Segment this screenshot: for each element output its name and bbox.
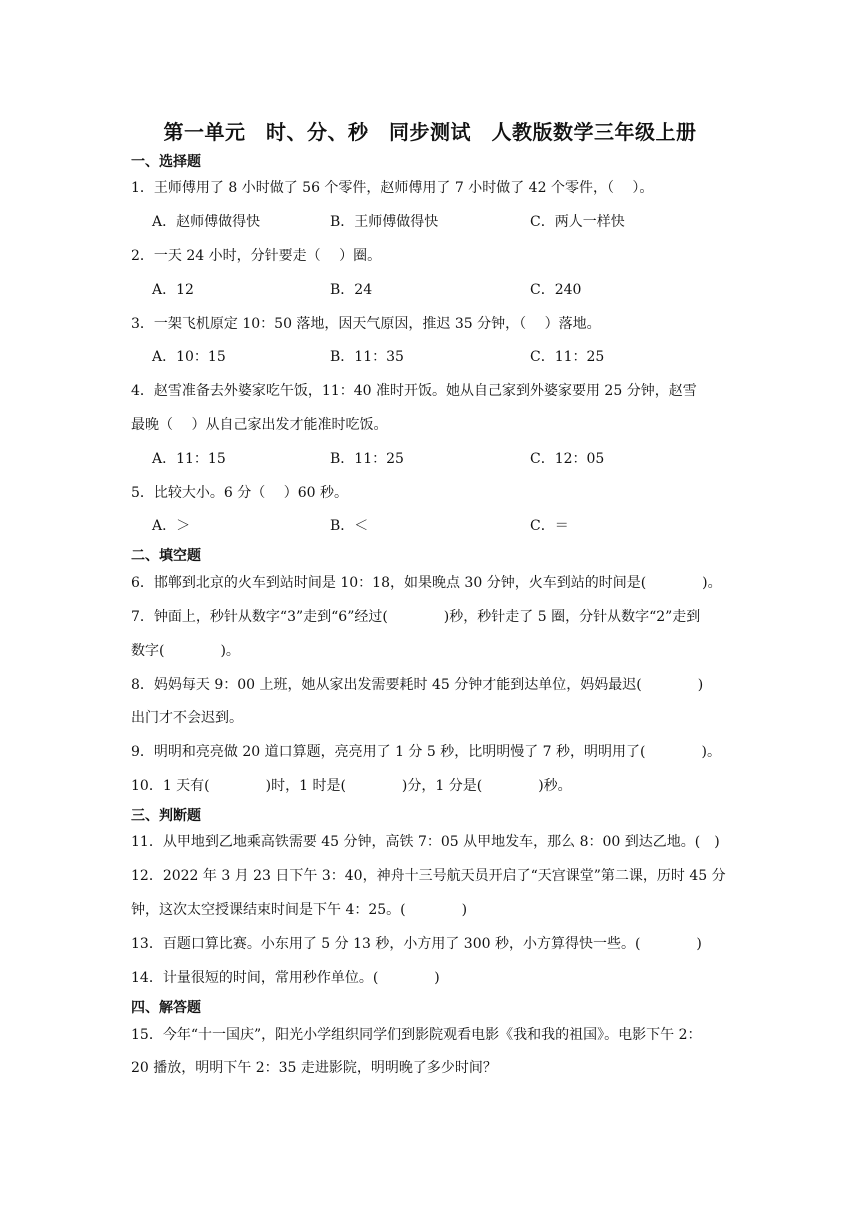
question-4-option-a: A．11：15 (152, 451, 226, 467)
question-7-line2: 数字( )。 (131, 643, 240, 659)
question-5-option-a: A．＞ (152, 518, 191, 534)
question-12-line2: 钟，这次太空授课结束时间是下午 4：25。( ) (131, 902, 468, 918)
question-4-stem-line1: 4．赵雪准备去外婆家吃午饭，11：40 准时开饭。她从自己家到外婆家要用 25 分钟，赵雪 (131, 383, 697, 399)
question-8-line1: 8．妈妈每天 9：00 上班，她从家出发需要耗时 45 分钟才能到达单位，妈妈最迟( ) (131, 677, 704, 693)
question-1-option-a: A．赵师傅做得快 (152, 214, 261, 230)
question-11: 11．从甲地到乙地乘高铁需要 45 分钟，高铁 7：05 从甲地发车，那么 8：00 到达乙地。( ) (131, 834, 720, 850)
question-1-option-c: C．两人一样快 (530, 214, 625, 230)
question-3-option-a: A．10：15 (152, 349, 226, 365)
question-2-option-a: A．12 (152, 282, 194, 298)
question-10: 10．1 天有( )时，1 时是( )分，1 分是( )秒。 (131, 778, 572, 794)
question-3-option-c: C．11：25 (530, 349, 605, 365)
question-4-option-b: B．11：25 (330, 451, 404, 467)
question-1-option-b: B．王师傅做得快 (330, 214, 439, 230)
question-2-option-b: B．24 (330, 282, 373, 298)
question-3-option-b: B．11：35 (330, 349, 404, 365)
section-heading-answer: 四、解答题 (131, 1000, 201, 1016)
question-5-stem: 5．比较大小。6 分（ ）60 秒。 (131, 485, 348, 501)
question-9: 9．明明和亮亮做 20 道口算题，亮亮用了 1 分 5 秒，比明明慢了 7 秒，明明用了( )。 (131, 744, 721, 760)
question-1-stem: 1．王师傅用了 8 小时做了 56 个零件，赵师傅用了 7 小时做了 42 个零件，（ ）。 (131, 180, 654, 196)
question-5-option-c: C．＝ (530, 518, 569, 534)
question-15-line1: 15．今年“十一国庆”，阳光小学组织同学们到影院观看电影《我和我的祖国》。电影下午 2： (131, 1027, 702, 1043)
question-12-line1: 12．2022 年 3 月 23 日下午 3：40，神舟十三号航天员开启了“天宫课堂”第二课，历时 45 分 (131, 868, 726, 884)
question-4-stem-line2: 最晚（ ）从自己家出发才能准时吃饭。 (131, 417, 388, 433)
question-7-line1: 7．钟面上，秒针从数字“3”走到“6”经过( )秒，秒针走了 5 圈，分针从数字“2”走到 (131, 609, 701, 625)
question-2-stem: 2．一天 24 小时，分针要走（ ）圈。 (131, 248, 382, 264)
section-heading-choice: 一、选择题 (131, 154, 201, 170)
question-6: 6．邯郸到北京的火车到站时间是 10：18，如果晚点 30 分钟，火车到站的时间是( )。 (131, 575, 722, 591)
question-4-option-c: C．12：05 (530, 451, 605, 467)
question-2-option-c: C．240 (530, 282, 582, 298)
section-heading-judge: 三、判断题 (131, 808, 201, 824)
question-15-line2: 20 播放，明明下午 2：35 走进影院，明明晚了多少时间？ (131, 1060, 497, 1076)
question-14: 14．计量很短的时间，常用秒作单位。( ) (131, 970, 440, 986)
section-heading-fill: 二、填空题 (131, 548, 201, 564)
page-title: 第一单元 时、分、秒 同步测试 人教版数学三年级上册 (163, 120, 697, 144)
question-8-line2: 出门才不会迟到。 (131, 710, 243, 726)
question-5-option-b: B．＜ (330, 518, 369, 534)
question-13: 13．百题口算比赛。小东用了 5 分 13 秒，小方用了 300 秒，小方算得快一些。( ) (131, 936, 702, 952)
question-3-stem: 3．一架飞机原定 10：50 落地，因天气原因，推迟 35 分钟，（ ）落地。 (131, 316, 601, 332)
